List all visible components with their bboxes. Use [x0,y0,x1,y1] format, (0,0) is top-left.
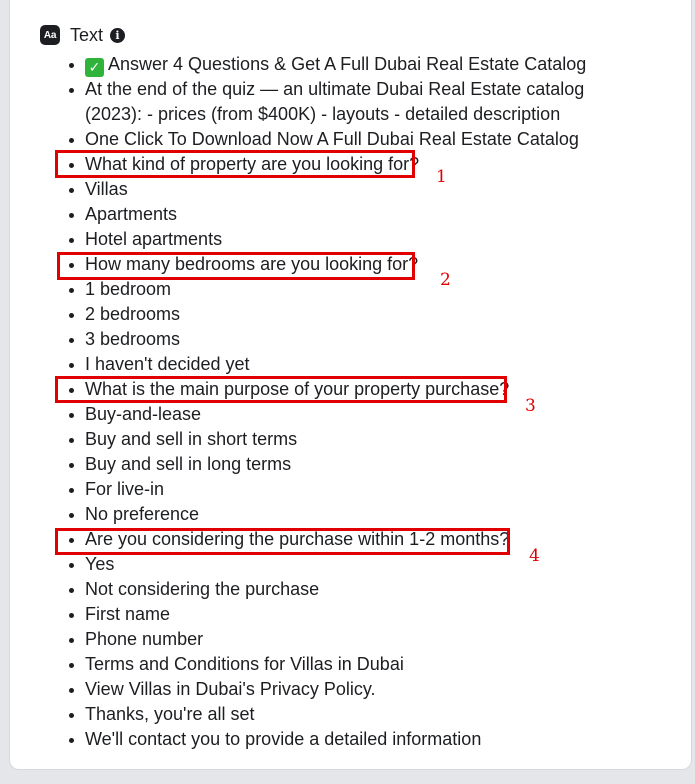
list-item: I haven't decided yet [46,352,646,377]
list-item: 1 bedroom [46,277,646,302]
annotation-number-3: 3 [525,396,536,416]
list-item: Yes [46,552,646,577]
list-item: We'll contact you to provide a detailed information [46,727,646,752]
list-item: No preference [46,502,646,527]
quiz-question-4: Are you considering the purchase within 1-2 months? [46,527,646,552]
text-format-icon: Aa [40,25,60,45]
list-item: Buy and sell in long terms [46,452,646,477]
quiz-question-1: What kind of property are you looking for? [46,152,646,177]
list-item: One Click To Download Now A Full Dubai Real Estate Catalog [46,127,646,152]
list-item: First name [46,602,646,627]
annotation-number-4: 4 [529,546,540,566]
list-item: For live-in [46,477,646,502]
list-item: Villas [46,177,646,202]
list-item: Not considering the purchase [46,577,646,602]
text-items-list [46,52,646,752]
annotation-number-1: 1 [436,167,447,187]
list-item: Buy-and-lease [46,402,646,427]
quiz-question-3: What is the main purpose of your property purchase? [46,377,646,402]
annotation-number-2: 2 [440,270,451,290]
list-item: Buy and sell in short terms [46,427,646,452]
list-item: ✓ Answer 4 Questions & Get A Full Dubai Real Estate Catalog [46,52,646,77]
list-item: Thanks, you're all set [46,702,646,727]
panel-header [40,24,125,46]
list-item: View Villas in Dubai's Privacy Policy. [46,677,646,702]
list-item: 3 bedrooms [46,327,646,352]
quiz-question-2: How many bedrooms are you looking for? [46,252,646,277]
list-item: 2 bedrooms [46,302,646,327]
list-item: Terms and Conditions for Villas in Dubai [46,652,646,677]
list-item: Apartments [46,202,646,227]
text-panel [9,0,692,770]
info-icon[interactable]: i [110,28,125,43]
list-item: Phone number [46,627,646,652]
list-item: At the end of the quiz — an ultimate Dubai Real Estate catalog (2023): - prices (from $400K) - layouts - detailed description [46,77,646,127]
list-item: Hotel apartments [46,227,646,252]
check-mark-icon: ✓ [85,58,104,77]
panel-title: Text [70,24,104,45]
